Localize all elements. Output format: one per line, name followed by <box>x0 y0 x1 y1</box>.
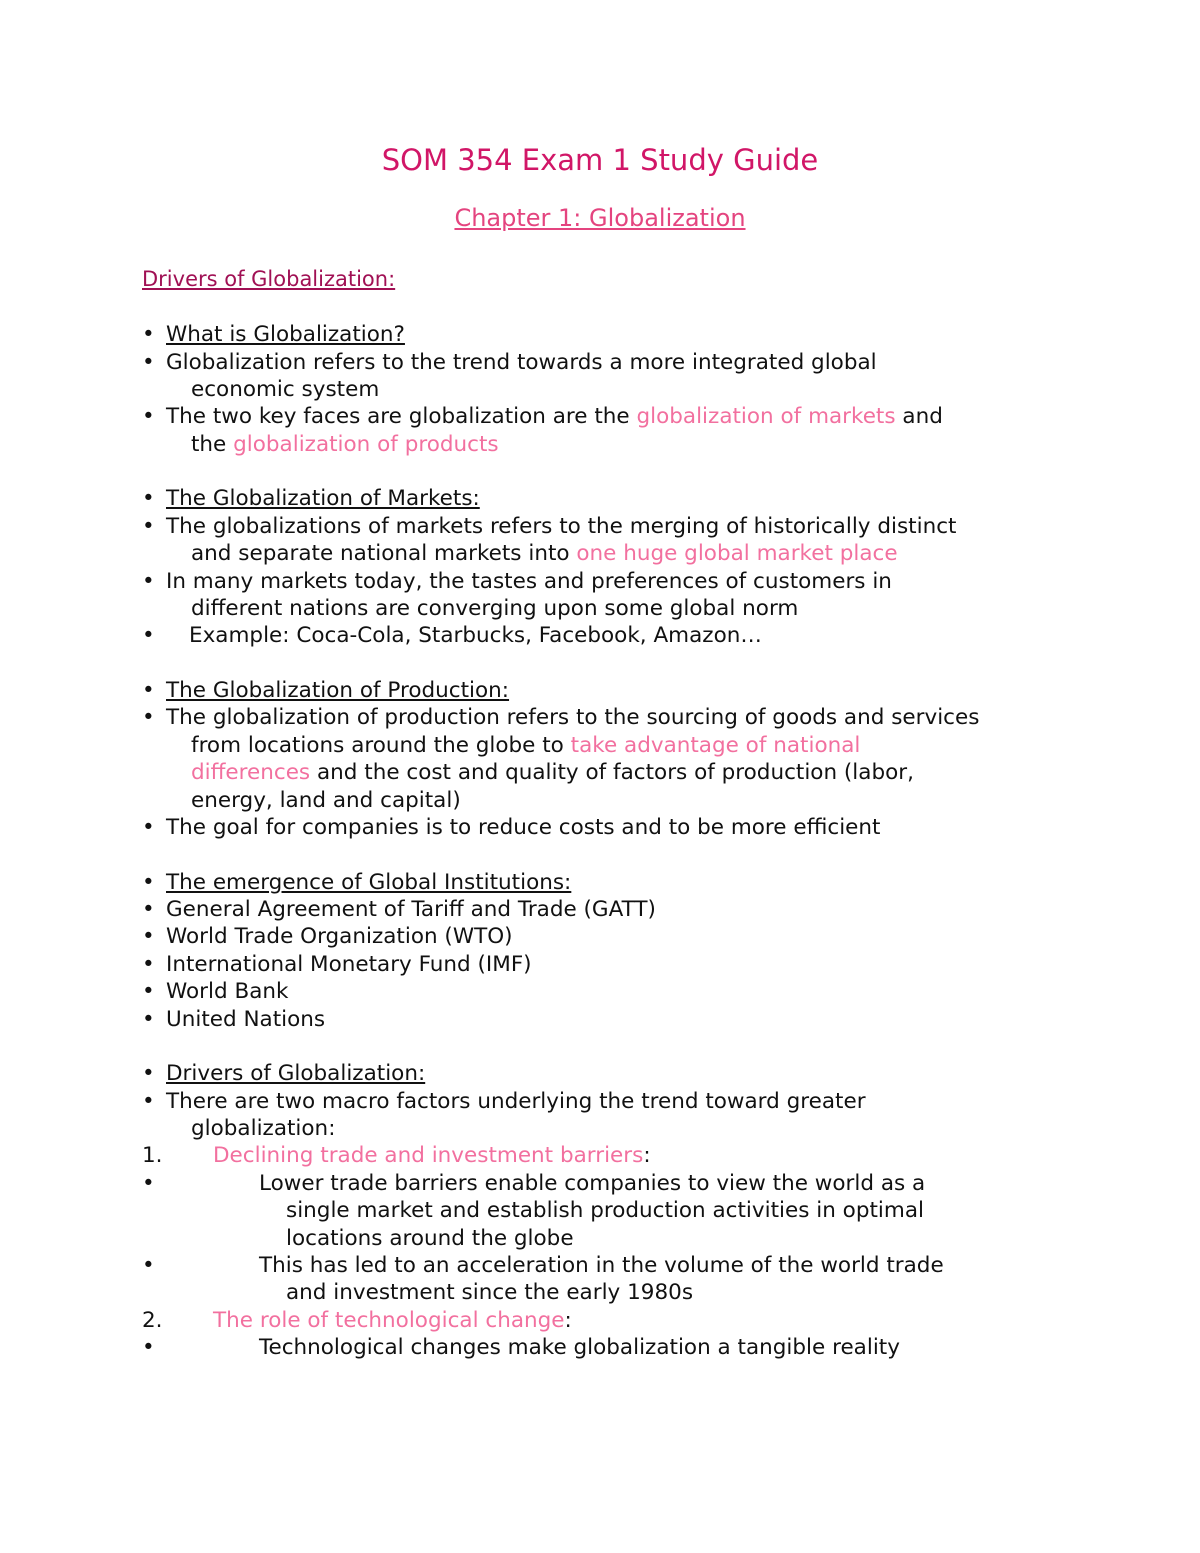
section-heading: Drivers of Globalization: <box>142 267 396 291</box>
list-item-continuation: energy, land and capital) <box>191 788 461 813</box>
list-item-continuation: differences and the cost and quality of factors of production (labor, <box>191 760 914 785</box>
highlighted-term: globalization of markets <box>636 404 896 429</box>
bullet-marker: • <box>142 350 155 375</box>
bullet-marker: • <box>142 952 155 977</box>
bullet-marker: • <box>142 1007 155 1032</box>
bullet-marker: • <box>142 1253 155 1278</box>
bullet-marker: • <box>142 1061 155 1086</box>
bullet-marker: • <box>142 924 155 949</box>
list-item: The globalizations of markets refers to the merging of historically distinct <box>166 514 957 539</box>
bullet-marker: • <box>142 1089 155 1114</box>
chapter-heading: Chapter 1: Globalization <box>454 204 746 232</box>
subheading-drivers-of-globalization: Drivers of Globalization: <box>166 1061 426 1086</box>
subheading-globalization-of-markets: The Globalization of Markets: <box>166 486 480 511</box>
list-item-continuation: different nations are converging upon some global norm <box>191 596 799 621</box>
bullet-marker: • <box>142 569 155 594</box>
highlighted-term: globalization of products <box>233 432 499 457</box>
bullet-marker: • <box>142 815 155 840</box>
sub-list-item-continuation: locations around the globe <box>286 1226 574 1251</box>
subheading-globalization-of-production: The Globalization of Production: <box>166 678 510 703</box>
list-item-continuation: economic system <box>191 377 380 402</box>
bullet-marker: • <box>142 404 155 429</box>
numbered-marker: 1. <box>142 1143 163 1168</box>
sub-list-item: Lower trade barriers enable companies to view the world as a <box>259 1171 926 1196</box>
list-item: There are two macro factors underlying the trend toward greater <box>166 1089 866 1114</box>
numbered-item: The role of technological change: <box>213 1308 572 1333</box>
highlighted-term: differences <box>191 760 311 785</box>
list-item: Globalization refers to the trend towards a more integrated global <box>166 350 877 375</box>
list-item: The globalization of production refers to the sourcing of goods and services <box>166 705 980 730</box>
bullet-marker: • <box>142 322 155 347</box>
list-item: United Nations <box>166 1007 326 1032</box>
list-item: The goal for companies is to reduce costs and to be more efficient <box>166 815 881 840</box>
highlighted-term: The role of technological change <box>213 1308 565 1333</box>
bullet-marker: • <box>142 678 155 703</box>
sub-list-item: Technological changes make globalization a tangible reality <box>259 1335 900 1360</box>
list-item-continuation: and separate national markets into one huge global market place <box>191 541 898 566</box>
highlighted-term: Declining trade and investment barriers <box>213 1143 644 1168</box>
page-title: SOM 354 Exam 1 Study Guide <box>381 143 819 177</box>
list-item-continuation: from locations around the globe to take advantage of national <box>191 733 861 758</box>
bullet-marker: • <box>142 514 155 539</box>
bullet-marker: • <box>142 705 155 730</box>
bullet-marker: • <box>142 1171 155 1196</box>
list-item: The two key faces are globalization are the globalization of markets and <box>166 404 943 429</box>
numbered-item: Declining trade and investment barriers: <box>213 1143 651 1168</box>
highlighted-term: take advantage of national <box>570 733 861 758</box>
list-item: World Bank <box>166 979 289 1004</box>
highlighted-term: one huge global market place <box>576 541 898 566</box>
bullet-marker: • <box>142 1335 155 1360</box>
sub-list-item-continuation: and investment since the early 1980s <box>286 1280 694 1305</box>
sub-list-item-continuation: single market and establish production activities in optimal <box>286 1198 924 1223</box>
subheading-what-is-globalization: What is Globalization? <box>166 322 405 347</box>
bullet-marker: • <box>142 486 155 511</box>
list-item: In many markets today, the tastes and preferences of customers in <box>166 569 892 594</box>
list-item-continuation: globalization: <box>191 1116 336 1141</box>
subheading-global-institutions: The emergence of Global Institutions: <box>166 870 572 895</box>
bullet-marker: • <box>142 897 155 922</box>
list-item-continuation: the globalization of products <box>191 432 499 457</box>
sub-list-item: This has led to an acceleration in the volume of the world trade <box>259 1253 944 1278</box>
list-item: World Trade Organization (WTO) <box>166 924 513 949</box>
bullet-marker: • <box>142 979 155 1004</box>
numbered-marker: 2. <box>142 1308 163 1333</box>
list-item: Example: Coca-Cola, Starbucks, Facebook, Amazon… <box>189 623 762 648</box>
bullet-marker: • <box>142 623 155 648</box>
list-item: General Agreement of Tariff and Trade (GATT) <box>166 897 656 922</box>
list-item: International Monetary Fund (IMF) <box>166 952 532 977</box>
bullet-marker: • <box>142 870 155 895</box>
